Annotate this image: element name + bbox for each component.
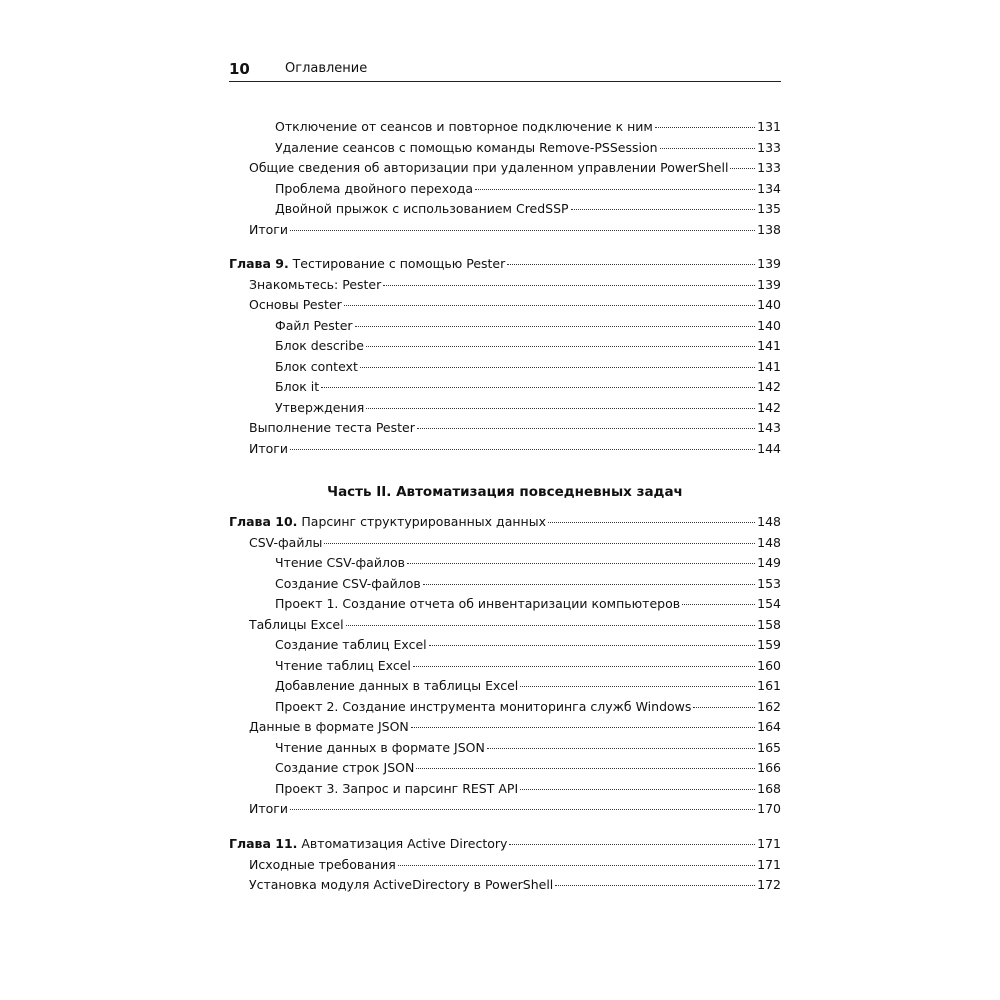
dot-leader — [417, 428, 755, 429]
toc-entry-title — [275, 758, 414, 779]
dot-leader — [475, 189, 755, 190]
toc-entry — [229, 117, 781, 138]
page-ref: 172 — [757, 877, 781, 892]
toc-entry-title — [275, 553, 405, 574]
entry-text: Знакомьтесь: Pester — [249, 276, 382, 292]
dot-leader — [290, 809, 755, 810]
toc-entry-title — [249, 855, 396, 876]
page-ref: 160 — [757, 657, 781, 673]
toc-entry — [229, 875, 781, 896]
dot-leader — [366, 408, 755, 409]
chapter-label: Глава 9. — [229, 256, 289, 271]
dot-leader — [429, 645, 755, 646]
entry-text: Данные в формате JSON — [249, 719, 409, 734]
toc-entry — [229, 439, 781, 460]
toc-entry — [229, 574, 781, 595]
dot-leader — [555, 885, 755, 886]
toc-entry-title — [275, 635, 427, 656]
toc-entry-title — [249, 615, 344, 636]
toc-entry-title — [249, 439, 288, 460]
toc-entry — [229, 336, 781, 357]
toc-entry — [229, 594, 781, 615]
chapter-label: Глава 11. — [229, 836, 298, 851]
toc-entry-title — [275, 316, 353, 337]
page-ref: 148 — [757, 534, 781, 550]
entry-text: Итоги — [249, 221, 288, 237]
entry-text: Блок context — [275, 358, 358, 374]
toc-chapter-entry — [229, 834, 781, 855]
dot-leader — [407, 563, 755, 564]
part-title: Часть II. Автоматизация повседневных задач — [327, 484, 683, 500]
entry-text: Исходные требования — [249, 856, 396, 872]
dot-leader — [413, 666, 755, 667]
dot-leader — [346, 625, 756, 626]
toc-entry — [229, 779, 781, 800]
toc-entry — [229, 635, 781, 656]
entry-text: Создание строк JSON — [275, 760, 415, 775]
toc-entry-title — [249, 717, 409, 738]
page-ref: 140 — [757, 297, 781, 312]
toc-entry-title — [249, 799, 288, 820]
page-ref: 141 — [757, 338, 781, 353]
entry-text: Автоматизация Active Directory — [297, 836, 508, 851]
dot-leader — [324, 543, 755, 544]
dot-leader — [398, 865, 755, 866]
toc-entry — [229, 758, 781, 779]
page-ref: 141 — [757, 358, 781, 374]
dot-leader — [520, 686, 755, 687]
page-ref: 143 — [757, 420, 781, 435]
entry-text: Таблицы Excel — [249, 616, 344, 632]
toc-entry-title — [275, 697, 691, 718]
entry-text: Проект 2. Создание инструмента мониторинга служб Windows — [275, 698, 692, 714]
toc-entry — [229, 738, 781, 759]
entry-text: Двойной прыжок с использованием CredSSP — [275, 201, 569, 216]
header-rule — [229, 81, 781, 82]
toc-entry — [229, 717, 781, 738]
running-header — [229, 60, 781, 82]
toc-entry-title — [275, 377, 319, 398]
entry-text: CSV-файлы — [249, 534, 323, 550]
toc-entry-title — [275, 574, 421, 595]
toc-entry — [229, 199, 781, 220]
dot-leader — [383, 285, 755, 286]
page-ref: 144 — [757, 440, 781, 456]
toc-entry — [229, 799, 781, 820]
toc-block-chapter9 — [229, 254, 781, 459]
toc-entry — [229, 357, 781, 378]
toc-entry-title — [275, 199, 569, 220]
chapter-label: Глава 10. — [229, 514, 298, 529]
page-ref: 153 — [757, 575, 781, 591]
dot-leader — [548, 522, 755, 523]
dot-leader — [423, 584, 755, 585]
page-ref: 149 — [757, 555, 781, 570]
page-ref: 165 — [757, 739, 781, 755]
page-ref: 133 — [757, 139, 781, 155]
entry-text: Чтение данных в формате JSON — [275, 739, 485, 755]
toc-entry-title — [275, 594, 680, 615]
page-ref: 138 — [757, 221, 781, 237]
toc-entry — [229, 316, 781, 337]
entry-text: Установка модуля ActiveDirectory в PowerShell — [249, 877, 554, 892]
toc-entry-title — [275, 656, 411, 677]
page-ref: 166 — [757, 760, 781, 775]
page-ref: 142 — [757, 379, 781, 394]
toc-entry — [229, 553, 781, 574]
toc-entry-title — [275, 738, 485, 759]
toc-entry-title — [249, 295, 342, 316]
dot-leader — [321, 387, 755, 388]
dot-leader — [366, 346, 755, 347]
toc-entry — [229, 855, 781, 876]
page-ref: 159 — [757, 637, 781, 652]
dot-leader — [655, 127, 755, 128]
entry-text: Удаление сеансов с помощью команды Remove-PSSession — [275, 139, 658, 155]
entry-text: Основы Pester — [249, 297, 342, 312]
toc-entry-title — [275, 179, 473, 200]
page-ref: 139 — [757, 256, 781, 271]
toc-entry — [229, 398, 781, 419]
toc-entry-title — [249, 418, 415, 439]
dot-leader — [411, 727, 755, 728]
toc-entry — [229, 615, 781, 636]
toc-block-chapter11 — [229, 834, 781, 896]
entry-text: Файл Pester — [275, 317, 353, 333]
toc-entry-title — [249, 220, 288, 241]
toc-entry — [229, 533, 781, 554]
dot-leader — [344, 305, 755, 306]
page-ref: 158 — [757, 616, 781, 632]
dot-leader — [360, 367, 755, 368]
toc-entry-title — [249, 875, 553, 896]
page-ref: 162 — [757, 698, 781, 714]
toc-chapter-entry — [229, 254, 781, 275]
running-title: Оглавление — [285, 61, 368, 76]
toc-entry-title — [229, 254, 505, 275]
page-ref: 133 — [757, 160, 781, 175]
entry-text: Выполнение теста Pester — [249, 420, 415, 435]
toc-entry-title — [275, 779, 518, 800]
entry-text: Итоги — [249, 801, 288, 816]
toc-entry-title — [275, 357, 358, 378]
dot-leader — [416, 768, 755, 769]
toc-chapter-entry — [229, 512, 781, 533]
page-number: 10 — [229, 60, 250, 78]
dot-leader — [693, 707, 755, 708]
entry-text: Утверждения — [275, 399, 365, 415]
toc-entry-title — [275, 138, 658, 159]
page-ref: 148 — [757, 514, 781, 529]
toc-entry — [229, 295, 781, 316]
entry-text: Добавление данных в таблицы Excel — [275, 678, 519, 693]
page-ref: 135 — [757, 201, 781, 216]
page-ref: 164 — [757, 719, 781, 734]
page-ref: 142 — [757, 399, 781, 415]
page-ref: 140 — [757, 317, 781, 333]
entry-text: Проект 1. Создание отчета об инвентаризации компьютеров — [275, 596, 681, 611]
entry-text: Тестирование с помощью Pester — [288, 256, 506, 271]
dot-leader — [290, 230, 755, 231]
dot-leader — [507, 264, 755, 265]
entry-text: Чтение таблиц Excel — [275, 657, 411, 673]
toc-entry — [229, 418, 781, 439]
toc-entry-title — [249, 275, 381, 296]
toc-entry-title — [229, 834, 507, 855]
toc-entry-title — [275, 398, 364, 419]
toc-entry — [229, 138, 781, 159]
dot-leader — [487, 748, 755, 749]
toc-block-chapter8-end — [229, 117, 781, 240]
entry-text: Общие сведения об авторизации при удаленном управлении PowerShell — [249, 160, 729, 175]
page-ref: 171 — [757, 856, 781, 872]
toc-entry — [229, 275, 781, 296]
page-ref: 139 — [757, 276, 781, 292]
entry-text: Блок describe — [275, 338, 364, 353]
entry-text: Итоги — [249, 440, 288, 456]
toc-block-chapter10 — [229, 512, 781, 820]
toc-entry-title — [249, 533, 322, 554]
toc-entry — [229, 158, 781, 179]
page-ref: 131 — [757, 119, 781, 134]
dot-leader — [730, 168, 755, 169]
toc-entry-title — [229, 512, 546, 533]
entry-text: Отключение от сеансов и повторное подключение к ним — [275, 119, 653, 134]
toc-entry — [229, 220, 781, 241]
dot-leader — [509, 844, 755, 845]
toc-entry — [229, 179, 781, 200]
dot-leader — [290, 449, 755, 450]
entry-text: Создание CSV-файлов — [275, 575, 421, 591]
page-ref: 168 — [757, 780, 781, 796]
toc-entry — [229, 697, 781, 718]
dot-leader — [682, 604, 755, 605]
dot-leader — [355, 326, 756, 327]
page-ref: 171 — [757, 836, 781, 851]
entry-text: Проблема двойного перехода — [275, 180, 474, 196]
toc-entry-title — [275, 676, 518, 697]
entry-text: Блок it — [275, 379, 320, 394]
entry-text: Проект 3. Запрос и парсинг REST API — [275, 780, 519, 796]
toc-entry — [229, 377, 781, 398]
entry-text: Чтение CSV-файлов — [275, 555, 405, 570]
toc-entry — [229, 656, 781, 677]
toc-entry-title — [275, 117, 653, 138]
dot-leader — [660, 148, 756, 149]
page-ref: 154 — [757, 596, 781, 611]
toc-entry — [229, 676, 781, 697]
page-ref: 161 — [757, 678, 781, 693]
page-ref: 170 — [757, 801, 781, 816]
toc-entry-title — [275, 336, 364, 357]
page-ref: 134 — [757, 180, 781, 196]
entry-text: Создание таблиц Excel — [275, 637, 427, 652]
dot-leader — [520, 789, 755, 790]
toc-entry-title — [249, 158, 728, 179]
entry-text: Парсинг структурированных данных — [297, 514, 546, 529]
dot-leader — [571, 209, 756, 210]
